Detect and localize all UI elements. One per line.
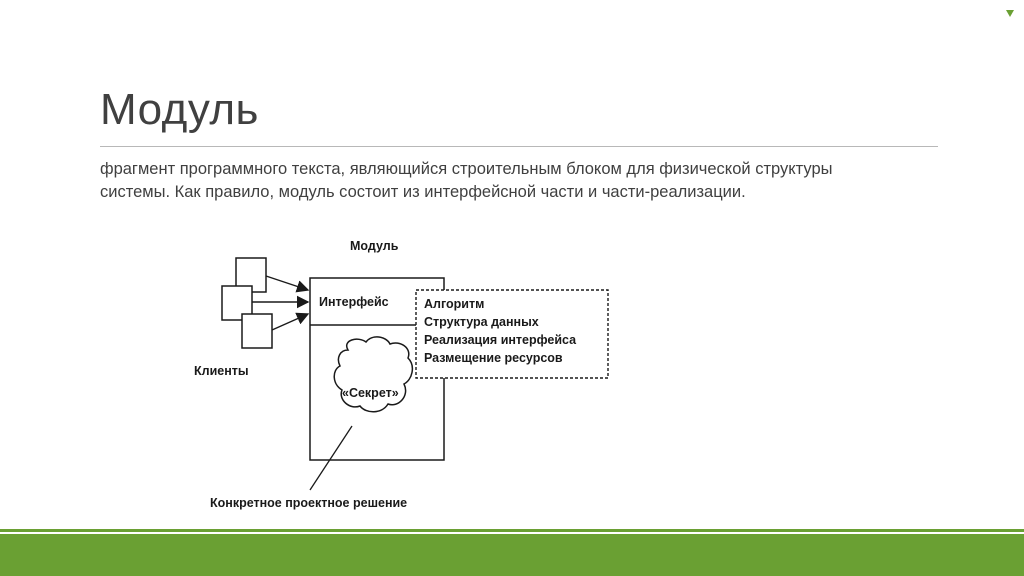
clients-label: Клиенты (194, 364, 249, 378)
implementation-item-4: Размещение ресурсов (424, 351, 563, 365)
corner-triangle-icon (1006, 10, 1014, 17)
secret-label: «Секрет» (342, 386, 399, 400)
implementation-item-3: Реализация интерфейса (424, 333, 577, 347)
module-label: Модуль (350, 239, 399, 253)
footer-accent-line (0, 529, 1024, 532)
slide-title: Модуль (100, 85, 259, 134)
interface-label: Интерфейс (319, 295, 389, 309)
client-box-3 (242, 314, 272, 348)
module-diagram (190, 228, 630, 518)
client-arrow-3 (272, 314, 308, 330)
slide-body-text: фрагмент программного текста, являющийся строительным блоком для физической структуры системы. Как правило, модуль состоит из интерфейсной части и части-реализации. (100, 160, 833, 201)
title-divider (100, 146, 938, 147)
implementation-item-1: Алгоритм (424, 297, 485, 311)
client-arrow-1 (266, 276, 308, 290)
decision-label: Конкретное проектное решение (210, 496, 408, 510)
implementation-item-2: Структура данных (424, 315, 539, 329)
module-diagram-svg (190, 228, 630, 518)
footer-accent-bar (0, 534, 1024, 576)
